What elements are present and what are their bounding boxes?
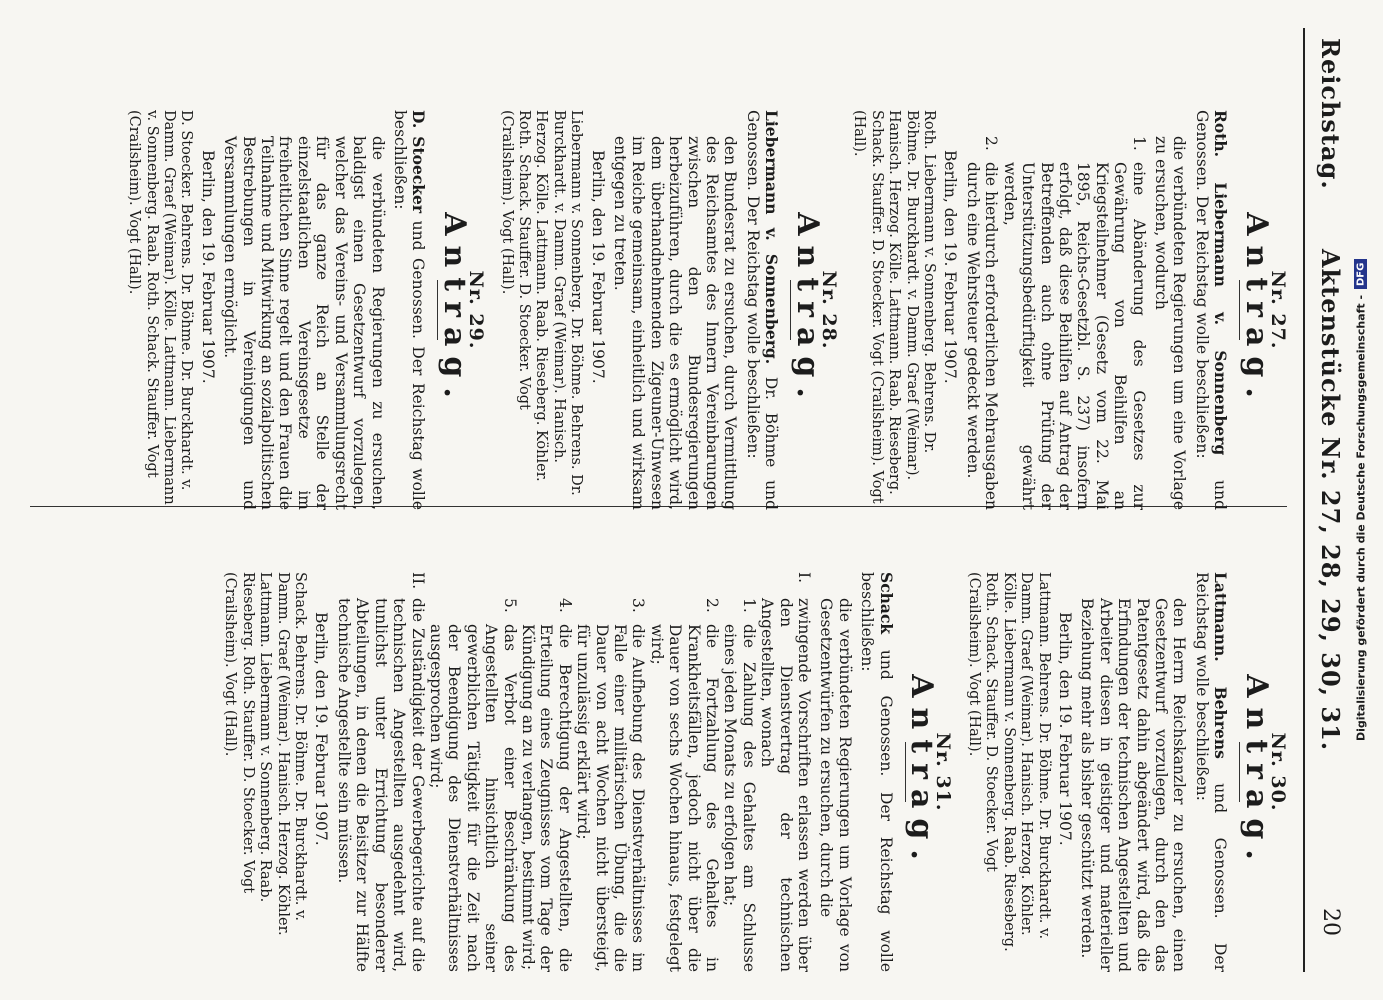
antrag-number: Nr. 27.: [1267, 270, 1289, 350]
antrag-heading: [436, 110, 488, 510]
antrag-title: Antrag.: [1238, 674, 1274, 870]
antrag-body: den Bundesrat zu ersuchen, durch Vermittlung des Reichsamtes des Innern Vereinbarungen zwischen den Bundesregierungen herbeizuführen, durch die es ermöglicht wird, dem überhandnehmenden Zigeuner-Unwesen im Reiche gemeinsam, einheitlich und wirksam entgegen zu treten.: [611, 136, 740, 510]
antrag-heading: [905, 572, 953, 972]
section-number: I.: [795, 572, 814, 584]
item-text: die Fortzahlung des Gehaltes in Krankheitsfällen, jedoch nicht über die Dauer von sechs Wochen hinaus, festgelegt wird;: [647, 624, 722, 972]
item-text: die Aufhebung des Dienstverhältnisses im Falle einer militärischen Übung, die die Dauer von acht Wochen nicht übersteigt, für unzulässig erklärt wird;: [574, 624, 648, 972]
antrag-block: [221, 572, 955, 972]
item-number: 2.: [703, 598, 722, 613]
item-number: 1.: [739, 598, 758, 613]
proposer-names: Liebermann v. Sonnenberg.: [762, 110, 782, 365]
antrag-heading: [1239, 572, 1287, 972]
item-number: 3.: [629, 598, 648, 613]
dfg-logo: DFG: [1355, 259, 1368, 288]
intro-text: und Genossen. Der Reichstag wolle beschließen:: [1192, 572, 1230, 972]
item-text: die Zahlung des Gehaltes am Schlusse eines jeden Monats zu erfolgen hat;: [721, 624, 758, 972]
right-column: [24, 572, 1293, 972]
antrag-title: Antrag.: [904, 674, 940, 870]
antrag-body: die verbündeten Regierungen um eine Vorlage zu ersuchen, wodurch: [1151, 136, 1189, 510]
signatories: Schack. Behrens. Dr. Böhme. Dr. Burckhardt. v. Damm. Graef (Weimar). Hanisch. Herzog. Köhler. Lattmann. Liebermann v. Sonnenberg. Raab. Rieseberg. Roth. Stauffer. D. Stoecker. Vogt (Crailsheim). Vogt (Hall).: [222, 572, 309, 936]
digitization-text: Digitalisierung gefördert durch die Deutsche Forschungsgemeinschaft -: [1354, 294, 1368, 741]
left-column: [24, 110, 1293, 510]
antrag-number: Nr. 29.: [465, 270, 488, 350]
antrag-date: Berlin, den 19. Februar 1907.: [941, 150, 960, 384]
antrag-number: Nr. 28.: [818, 270, 841, 350]
list-item: [964, 110, 1001, 510]
antrag-block: [125, 110, 488, 510]
item-number: 5.: [500, 598, 519, 613]
header-left: Reichstag.: [1316, 38, 1345, 190]
page-header: [1303, 28, 1345, 972]
antrag-number: Nr. 30.: [1267, 732, 1289, 812]
header-title: Aktenstücke Nr. 27, 28, 29, 30, 31.: [1316, 248, 1345, 752]
antrag-body: die verbündeten Regierungen zu ersuchen, baldigst einen Gesetzentwurf vorzulegen, welcher das Vereins- und Versammlungsrecht für das ganze Reich an Stelle der einzelstaatlichen Vereinsgesetze im freiheitlichen Sinne regelt und den Frauen die Teilnahme und Mitwirkung an sozialpolitischen Bestrebungen in Vereinigungen und Versammlungen ermöglicht.: [221, 136, 387, 510]
antrag-heading: [1239, 110, 1287, 510]
signatories: Liebermann v. Sonnenberg. Dr. Böhme. Behrens. Dr. Burckhardt. v. Damm. Graef (Weimar). Hanisch. Herzog. Kölle. Lattmann. Raab. Rieseberg. Köhler. Roth. Schack. Stauffer. D. Stoecker. Vogt (Crailsheim). Vogt (Hall).: [498, 110, 585, 496]
item-number: 4.: [555, 598, 574, 613]
antrag-title: Antrag.: [789, 212, 825, 408]
proposer-names: D. Stoecker: [409, 110, 429, 214]
item-text: die hierdurch erforderlichen Mehrausgaben durch eine Wehrsteuer gedeckt werden.: [963, 162, 1001, 510]
antrag-block: [497, 110, 841, 510]
antrag-intro: [1192, 572, 1229, 972]
proposer-names: Roth. Liebermann v. Sonnenberg: [1211, 110, 1231, 456]
list-item: [427, 572, 519, 972]
antrag-title: Antrag.: [436, 212, 472, 408]
item-number: 1.: [1129, 136, 1148, 151]
antrag-block: [850, 110, 1287, 510]
item-text: das Verbot einer Beschränkung des Angestellten hinsichtlich seiner gewerblichen Tätigkeit für die Zeit nach der Beendigung des Dienstverhältnisses ausgesprochen wird;: [426, 624, 519, 972]
antrag-intro: [1192, 110, 1229, 510]
section-item: [758, 572, 813, 972]
item-number: 2.: [982, 136, 1001, 151]
antrag-date: Berlin, den 19. Februar 1907.: [198, 150, 217, 384]
antrag-date: Berlin, den 19. Februar 1907.: [1055, 612, 1074, 846]
antrag-block: [965, 572, 1288, 972]
antrag-date: Berlin, den 19. Februar 1907.: [588, 150, 607, 384]
antrag-intro: [391, 110, 428, 510]
antrag-title: Antrag.: [1238, 212, 1274, 408]
list-item: [647, 572, 721, 972]
digitization-note: [1346, 0, 1376, 1000]
antrag-body: die verbündeten Regierungen um Vorlage von Gesetzentwürfen zu ersuchen, durch die: [817, 598, 854, 972]
signatories: Roth. Liebermann v. Sonnenberg. Behrens. Dr. Böhme. Dr. Burckhardt. v. Damm. Graef (Weimar). Hanisch. Herzog. Kölle. Lattmann. Raab. Rieseberg. Schack. Stauffer. D. Stoecker. Vogt (Crailsheim). Vogt (Hall).: [851, 110, 938, 504]
section-number: II.: [408, 572, 427, 590]
signatories: D. Stoecker. Behrens. Dr. Böhme. Dr. Burckhardt. v. Damm. Graef (Weimar). Kölle. Lattmann. Liebermann v. Sonnenberg. Raab. Roth. Schack. Stauffer. Vogt (Crailsheim). Vogt (Hall).: [126, 110, 195, 505]
antrag-intro: [858, 572, 895, 972]
intro-text: Dr. Böhme und Genossen. Der Reichstag wolle beschließen:: [743, 110, 781, 510]
antrag-date: Berlin, den 19. Februar 1907.: [312, 612, 331, 846]
page-number: 20: [1318, 908, 1343, 936]
proposer-names: Lattmann. Behrens: [1211, 572, 1231, 759]
list-item: [1000, 110, 1147, 510]
antrag-body: den Herrn Reichskanzler zu ersuchen, einen Gesetzentwurf vorzulegen, durch den das Patentgesetz dahin abgeändert wird, daß die Erfindungen der technischen Angestellten und Arbeiter diesen in geistiger und materieller Beziehung mehr als bisher geschützt werden.: [1078, 598, 1189, 972]
list-item: [721, 572, 758, 972]
item-text: eine Abänderung des Gesetzes zur Gewährung von Beihilfen an Kriegsteilnehmer (Gesetz vom 22. Mai 1895, Reichs-Gesetzbl. S. 237) insofern erfolgt, daß diese Beihilfen auf Antrag der Betreffenden auch ohne Prüfung der Unterstützungsbedürftigkeit gewährt werden,: [1000, 162, 1148, 510]
section-text: die Zuständigkeit der Gewerbegerichte auf die technischen Angestellten ausgedehnt wird, tunlichst unter Errichtung besonderer Abteilungen, in denen die Beisitzer zur Hälfte technische Angestellte sein müssen.: [334, 598, 427, 972]
antrag-heading: [789, 110, 841, 510]
list-item: [574, 572, 648, 972]
section-text: zwingende Vorschriften erlassen werden über den Dienstvertrag der technischen Angestellten, wonach: [758, 598, 814, 972]
proposer-names: Schack: [876, 572, 896, 635]
antrag-intro: [743, 110, 780, 510]
intro-text: und Genossen. Der Reichstag wolle beschließen:: [858, 572, 895, 972]
signatories: Lattmann. Behrens. Dr. Böhme. Dr. Burckhardt. v. Damm. Graef (Weimar). Hanisch. Herzog. Köhler. Kölle. Liebermann v. Sonnenberg. Raab. Rieseberg. Roth. Schack. Stauffer. D. Stoecker. Vogt (Crailsheim). Vogt (Hall).: [965, 572, 1052, 952]
intro-text: und Genossen. Der Reichstag wolle beschließen:: [390, 110, 428, 510]
intro-text: und Genossen. Der Reichstag wolle beschließen:: [1192, 110, 1230, 510]
section-item: [335, 572, 427, 972]
item-text: die Berechtigung der Angestellten, die Erteilung eines Zeugnisses vom Tage der Kündigung an zu verlangen, bestimmt wird;: [518, 624, 574, 972]
antrag-number: Nr. 31.: [932, 732, 955, 812]
list-item: [519, 572, 574, 972]
